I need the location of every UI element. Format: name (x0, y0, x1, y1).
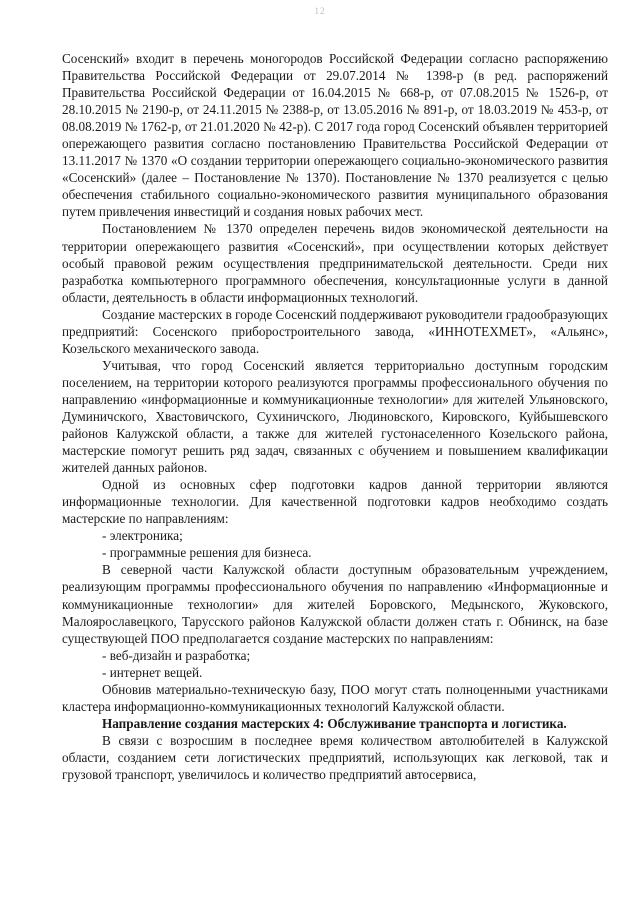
list-item: - электроника; (102, 528, 183, 544)
paragraph-it-training: Одной из основных сфер подготовки кадров данной территории являются информационные технологии. Для качественной подготовки кадров необходимо создать мастерские по направлениям: (62, 477, 608, 527)
paragraph-northern-region: В северной части Калужской области доступным образовательным учреждением, реализующим программы профессионального обучения по направлению «Информационные и коммуникационные технологии» для жителей Боровского, Медынского, Жуковского, Малоярославецкого, Тарусского районов Калужской области должен стать г. Обнинск, на базе существующей ПОО предполагается создание мастерских по направлениям: (62, 562, 608, 646)
paragraph-ict-cluster: Обновив материально-техническую базу, ПОО могут стать полноценными участниками кластера информационно-коммуникационных технологий Калужской области. (62, 681, 608, 714)
list-item: - программные решения для бизнеса. (102, 545, 312, 561)
paragraph-car-service: В связи с возросшим в последнее время количеством автолюбителей в Калужской области, созданием сети логистических предприятий, использующих как легковой, так и грузовой транспорт, увеличилось и количество предприятий автосервиса, (62, 732, 608, 782)
paragraph-sosensky-monotown: Сосенский» входит в перечень моногородов Российской Федерации согласно распоряжению Правительства Российской Федерации от 29.07.2014 № 1398-р (в ред. распоряжений Правительства Российской Федерации от 16.04.2015 № 668-р, от 07.08.2015 № 1526-р, от 28.10.2015 № 2190-р, от 24.11.2015 № 2388-р, от 13.05.2016 № 891-р, от 18.03.2019 № 453-р, от 08.08.2019 № 1762-р, от 21.01.2020 № 42-р). С 2017 года город Сосенский объявлен территорией опережающего развития согласно постановлению Правительства Российской Федерации от 13.11.2017 № 1370 «О создании территории опережающего социально-экономического развития «Сосенский» (далее – Постановление № 1370). Постановление № 1370 реализуется с целью обеспечения стабильного социально-экономического развития муниципального образования путем привлечения инвестиций и создания новых рабочих мест. (62, 51, 608, 220)
paragraph-accessible-settlement: Учитывая, что город Сосенский является территориально доступным городским поселением, на территории которого реализуются программы профессионального обучения по направлению «информационные и коммуникационные технологии» для жителей Ульяновского, Думиничского, Хвастовичского, Сухиничского, Людиновского, Кировского, Куйбышевского районов Калужской области, а также для жителей густонаселенного Козельского района, мастерские помогут решить ряд задач, связанных с обучением и повышением квалификации жителей данных районов. (62, 357, 608, 476)
list-item: - интернет вещей. (102, 664, 203, 680)
page-number: 12 (314, 6, 326, 16)
document-body (62, 50, 608, 783)
section-heading-direction-4: Направление создания мастерских 4: Обслуживание транспорта и логистика. (102, 715, 567, 731)
paragraph-resolution-1370: Постановлением № 1370 определен перечень видов экономической деятельности на территории опережающего развития «Сосенский», при осуществлении которых действует особый правовой режим осуществления предпринимательской деятельности. Среди них разработка компьютерного программного обеспечения, консультационные услуги в данной области, деятельность в области информационных технологий. (62, 221, 608, 305)
paragraph-workshops-support: Создание мастерских в городе Сосенский поддерживают руководители градообразующих предприятий: Сосенского приборостроительного завода, «ИННОТЕХМЕТ», «Альянс», Козельского механического завода. (62, 306, 608, 356)
list-item: - веб-дизайн и разработка; (102, 647, 251, 663)
